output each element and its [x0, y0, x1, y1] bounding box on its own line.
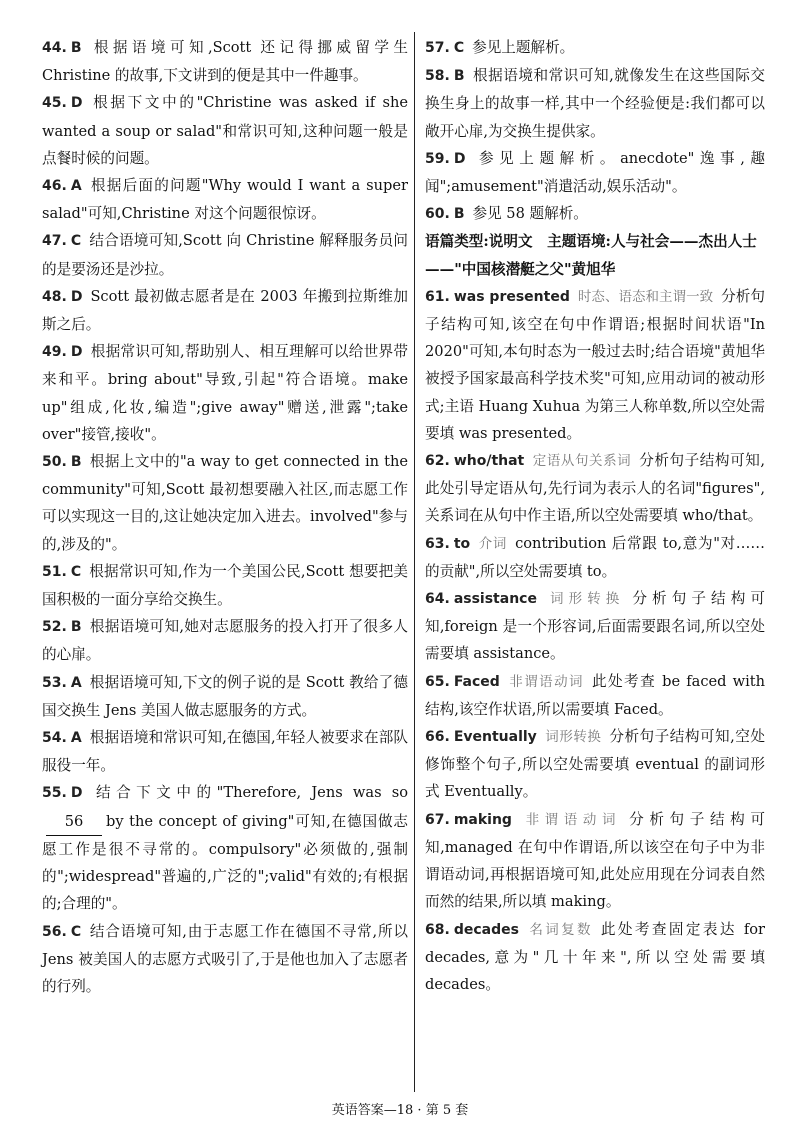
item-answer: B	[453, 68, 465, 85]
item-explanation: 根据语境可知,她对志愿服务的投入打开了很多人的心扉。	[42, 618, 408, 664]
answer-item-56	[42, 918, 408, 1001]
knowledge-point: 词形转换	[544, 591, 625, 608]
item-explanation: 分析句子结构可知,该空在句中作谓语;根据时间状语"In 2020"可知,本句时态为一般过去时;结合语境"黄旭华被授予国家最高科学技术奖"可知,应用动词的被动形式;主语 Huang Xuhua 为第三人称单数,所以空处需要填 was presented。	[425, 287, 765, 442]
item-answer: C	[70, 923, 82, 940]
item-answer: D	[70, 785, 83, 802]
item-explanation-cont: by the concept of giving"可知,在德国做志愿工作是很不寻常的。compulsory"必须做的,强制的";widespread"普遍的,广泛的";valid"有效的;有根据的;合理的"。	[42, 812, 408, 913]
passage-type-value: 说明文	[488, 233, 533, 251]
item-explanation: 参见上题解析。	[472, 39, 575, 56]
item-answer: C	[70, 233, 82, 250]
item-number: 64.	[425, 591, 450, 608]
item-number: 51.	[42, 563, 67, 580]
item-answer: A	[70, 730, 82, 747]
item-explanation: Scott 最初做志愿者是在 2003 年搬到拉斯维加斯之后。	[42, 287, 408, 334]
item-answer: C	[453, 40, 465, 56]
answer-item-67	[425, 806, 765, 916]
item-number: 68.	[425, 921, 450, 938]
item-number: 44.	[42, 40, 67, 56]
knowledge-point: 定语从句关系词	[532, 453, 632, 470]
item-answer: B	[453, 206, 465, 223]
answer-item-49	[42, 338, 408, 448]
item-answer: D	[70, 95, 83, 112]
answer-item-63	[425, 530, 765, 585]
knowledge-point: 介词	[478, 535, 508, 552]
answer-item-60	[425, 200, 765, 228]
item-answer: B	[70, 454, 82, 471]
item-explanation: 此处考查固定表达 for decades,意为"几十年来",所以空处需要填 decades。	[425, 920, 765, 993]
item-number: 67.	[425, 811, 450, 828]
item-number: 52.	[42, 619, 67, 636]
item-number: 57.	[425, 40, 450, 56]
answer-item-64	[425, 585, 765, 668]
item-number: 55.	[42, 785, 67, 802]
item-number: 54.	[42, 730, 67, 747]
item-number: 62.	[425, 453, 450, 470]
answer-item-45	[42, 89, 408, 172]
item-explanation: 分析句子结构可知,managed 在句中作谓语,所以该空在句子中为非谓语动词,再根据语境可知,此处应用现在分词表自然而然的结果,所以填 making。	[425, 810, 765, 911]
item-explanation: 根据语境和常识可知,在德国,年轻人被要求在部队服役一年。	[42, 729, 408, 775]
item-answer: assistance	[453, 591, 537, 608]
answer-item-61	[425, 283, 765, 447]
item-number: 50.	[42, 454, 67, 471]
answer-item-65	[425, 668, 765, 723]
answer-item-52	[42, 613, 408, 668]
answer-item-66	[425, 723, 765, 806]
fill-in-blank: 56	[46, 808, 102, 836]
answer-item-51	[42, 558, 408, 613]
page-footer: 英语答案—18 · 第 5 套	[331, 1103, 469, 1118]
item-answer: making	[453, 811, 512, 828]
answer-item-58	[425, 62, 765, 145]
item-number: 59.	[425, 150, 450, 167]
knowledge-point: 词形转换	[544, 729, 602, 746]
item-answer: B	[70, 40, 82, 56]
column-divider	[414, 32, 415, 1092]
item-explanation: 结合下文中的"Therefore, Jens was so	[90, 784, 408, 802]
item-explanation: 分析句子结构可知,空处修饰整个句子,所以空处需要填 eventual 的副词形式 Eventually。	[425, 728, 766, 801]
item-explanation: 分析句子结构可知,foreign 是一个形容词,后面需要跟名词,所以空处需要填 assistance。	[425, 590, 765, 663]
item-explanation: 参见上题解析。anecdote"逸事,趣闻";amusement"消遣活动,娱乐活动"。	[425, 149, 765, 196]
answer-item-68	[425, 916, 765, 999]
item-number: 63.	[425, 535, 450, 552]
item-explanation: 根据语境和常识可知,就像发生在这些国际交换生身上的故事一样,其中一个经验便是:我们都可以敞开心扉,为交换生提供家。	[425, 67, 765, 140]
item-number: 53.	[42, 674, 67, 691]
item-explanation: 根据语境可知,Scott 还记得挪威留学生 Christine 的故事,下文讲到的便是其中一件趣事。	[42, 39, 408, 85]
answer-item-62	[425, 447, 765, 530]
knowledge-point: 名词复数	[526, 921, 593, 938]
item-explanation: 分析句子结构可知,此处引导定语从句,先行词为表示人的名词"figures",关系词在从句中作主语,所以空处需要填 who/that。	[425, 452, 766, 525]
answer-item-54	[42, 724, 408, 779]
item-explanation: 根据上文中的"a way to get connected in the community"可知,Scott 最初想要融入社区,而志愿工作可以实现这一目的,这让她决定加入进去。involved"参与的,涉及的"。	[42, 453, 408, 553]
right-column	[425, 34, 765, 998]
item-explanation: contribution 后常跟 to,意为"对……的贡献",所以空处需要填 to。	[425, 534, 765, 580]
item-answer: was presented	[453, 288, 570, 305]
item-number: 47.	[42, 233, 67, 250]
answer-item-50	[42, 448, 408, 558]
item-explanation: 参见 58 题解析。	[472, 205, 588, 223]
answer-item-48	[42, 283, 408, 338]
item-number: 61.	[425, 288, 450, 305]
knowledge-point: 非谓语动词	[507, 673, 584, 690]
passage-type-label: 语篇类型:	[425, 233, 489, 251]
item-number: 46.	[42, 178, 67, 195]
answer-item-46	[42, 172, 408, 227]
passage-info-header	[425, 228, 765, 282]
item-answer: C	[70, 563, 82, 580]
item-answer: D	[70, 288, 83, 305]
item-number: 60.	[425, 206, 450, 223]
answer-item-59	[425, 145, 765, 200]
item-answer: decades	[453, 921, 519, 938]
item-explanation: 根据后面的问题"Why would I want a super salad"可知,Christine 对这个问题很惊讶。	[42, 177, 408, 223]
item-answer: Eventually	[453, 729, 537, 746]
item-explanation: 根据语境可知,下文的例子说的是 Scott 教给了德国交换生 Jens 美国人做志愿服务的方式。	[42, 673, 408, 719]
item-explanation: 结合语境可知,Scott 向 Christine 解释服务员问的是要汤还是沙拉。	[42, 232, 408, 278]
knowledge-point: 非谓语动词	[519, 811, 622, 828]
item-explanation: 根据下文中的"Christine was asked if she wanted a soup or salad"和常识可知,这种问题一般是点餐时候的问题。	[42, 94, 408, 167]
theme-context-value: 人与社会——杰出人士——"中国核潜艇之父"黄旭华	[425, 233, 757, 278]
item-explanation: 根据常识可知,作为一个美国公民,Scott 想要把美国积极的一面分享给交换生。	[42, 562, 408, 609]
answer-item-53	[42, 669, 408, 724]
item-answer: to	[453, 535, 471, 552]
item-number: 58.	[425, 68, 450, 85]
item-answer: B	[70, 619, 82, 636]
item-number: 65.	[425, 673, 450, 690]
knowledge-point: 时态、语态和主谓一致	[577, 288, 714, 305]
item-answer: A	[70, 674, 82, 691]
answer-item-55	[42, 779, 408, 917]
item-answer: Faced	[453, 673, 500, 690]
item-explanation: 结合语境可知,由于志愿工作在德国不寻常,所以 Jens 被美国人的志愿方式吸引了,于是他也加入了志愿者的行列。	[42, 922, 408, 995]
item-explanation: 根据常识可知,帮助别人、相互理解可以给世界带来和平。bring about"导致,引起"符合语境。make up"组成,化妆,编造";give away"赠送,泄露";take over"接管,接收"。	[42, 343, 408, 443]
item-answer: who/that	[453, 453, 525, 470]
item-number: 48.	[42, 288, 67, 305]
answer-item-47	[42, 227, 408, 282]
item-answer: D	[70, 344, 83, 361]
left-column	[42, 34, 408, 1000]
item-answer: A	[70, 178, 82, 195]
item-number: 49.	[42, 344, 67, 361]
item-number: 66.	[425, 729, 450, 746]
theme-context-label: 主题语境:	[547, 233, 611, 251]
answer-item-44	[42, 34, 408, 89]
answer-item-57	[425, 34, 765, 62]
item-explanation: 此处考查 be faced with 结构,该空作状语,所以需要填 Faced。	[425, 672, 765, 718]
item-number: 45.	[42, 95, 67, 112]
item-number: 56.	[42, 923, 67, 940]
item-answer: D	[453, 150, 466, 167]
